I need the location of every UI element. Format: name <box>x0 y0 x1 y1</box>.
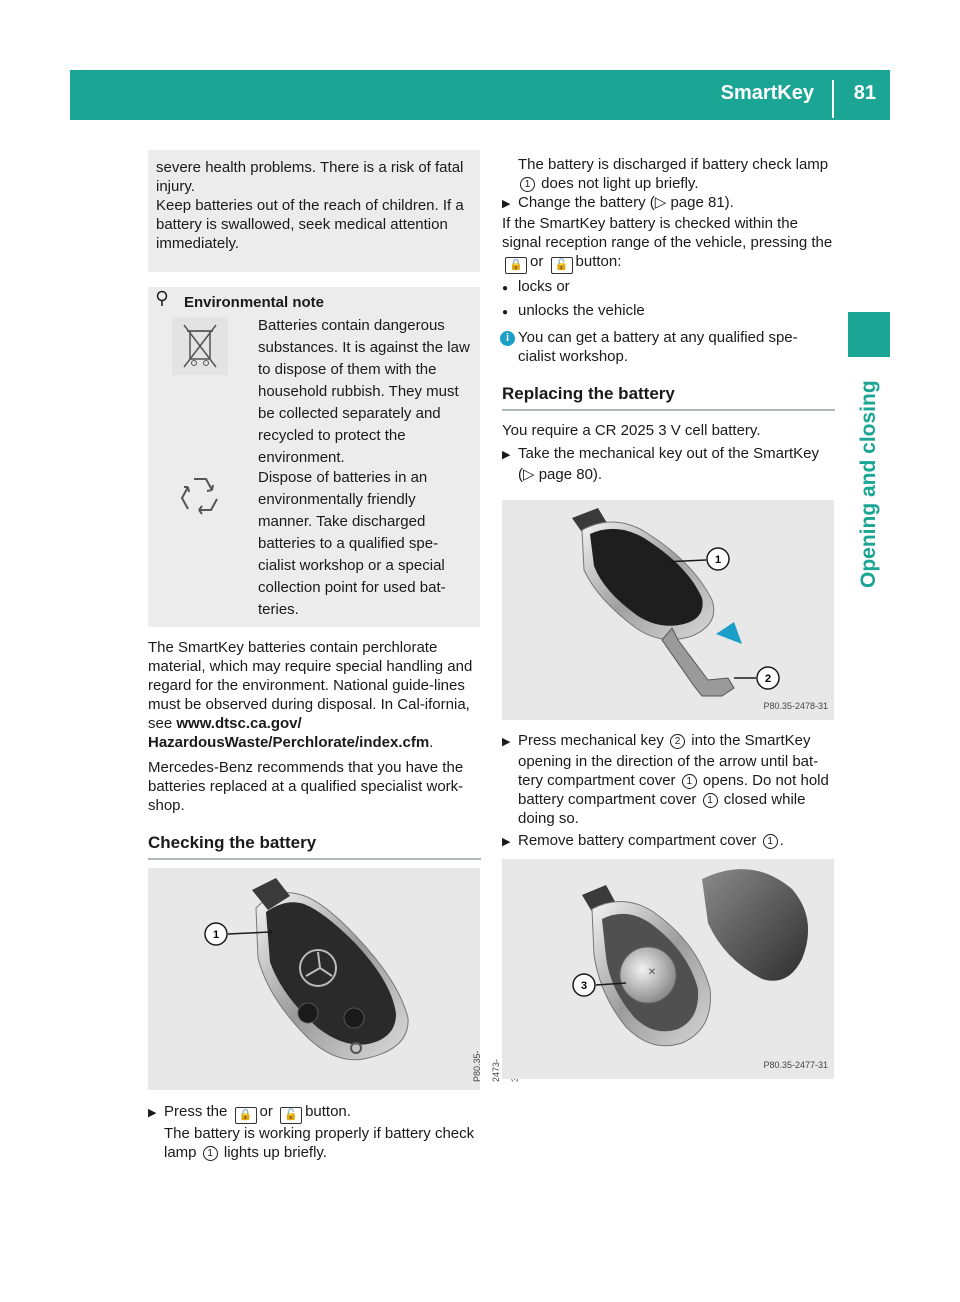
step-take-key <box>502 444 835 484</box>
figure-code: P80.35-2473-3 <box>472 1050 520 1082</box>
bullet-icon: ● <box>502 283 509 294</box>
replace-steps <box>502 731 835 852</box>
paragraph-text: or <box>530 253 544 270</box>
step-arrow-icon: ▶ <box>148 1107 157 1119</box>
perchlorate-paragraph <box>148 638 481 752</box>
info-text: You can get a battery at any qualified spe-cialist workshop. <box>518 329 798 365</box>
step-text: closed while doing so. <box>518 791 806 827</box>
warning-text: severe health problems. There is a risk of fatal injury. <box>156 159 464 195</box>
crossed-bin-icon <box>172 317 228 375</box>
list-item <box>502 277 835 298</box>
step-arrow-icon: ▶ <box>502 736 511 748</box>
list-item-text: locks or <box>518 278 570 295</box>
header-bar <box>70 70 890 120</box>
smartkey-battery-check-figure <box>148 868 520 1090</box>
chapter-tab <box>848 312 890 357</box>
environment-note-box <box>148 287 480 627</box>
punctuation: . <box>429 734 434 751</box>
step-arrow-icon: ▶ <box>502 449 511 461</box>
step-arrow-icon: ▶ <box>502 836 511 848</box>
svg-text:✕: ✕ <box>647 967 657 978</box>
step-text: opens. Do not hold battery compartment cover <box>518 772 829 808</box>
callout-number: 1 <box>203 1146 218 1161</box>
warning-text: Keep batteries out of the reach of children. If a battery is swallowed, seek medical attention immediately. <box>156 197 464 252</box>
step-text: Press mechanical key <box>518 732 664 749</box>
lock-button-icon: 🔒 <box>235 1107 257 1124</box>
environment-note-text: Batteries contain dangerous substances. It is against the law to dispose of them with the household rubbish. They must be collected separately and recycled to protect the environment. <box>258 317 470 466</box>
section-divider <box>502 409 835 411</box>
lightbulb-icon <box>156 291 170 312</box>
step-text[interactable]: Change the battery (▷ page 81). <box>518 194 734 211</box>
replacing-section <box>502 384 835 411</box>
section-divider <box>148 858 481 860</box>
callout-1: 1 <box>212 929 220 941</box>
recycle-icon <box>172 469 228 527</box>
step-arrow-icon: ▶ <box>502 198 511 210</box>
battery-requirement: You require a CR 2025 3 V cell battery. <box>502 422 761 439</box>
step-change-battery <box>502 193 835 214</box>
callout-1: 1 <box>714 554 722 566</box>
page-title: SmartKey <box>720 82 814 104</box>
unlock-button-icon: 🔓 <box>280 1107 302 1124</box>
callout-2: 2 <box>764 673 772 685</box>
callout-number: 1 <box>520 177 535 192</box>
step-press-key <box>502 731 835 828</box>
environment-note-text: Dispose of batteries in an environmentally friendly manner. Take discharged batteries to a qualified spe-cialist workshop or a special collection point for used bat-teries. <box>258 469 446 618</box>
callout-number: 1 <box>763 834 778 849</box>
environment-note-heading <box>156 291 324 312</box>
info-note <box>502 328 835 366</box>
section-heading-replacing: Replacing the battery <box>502 384 675 403</box>
figure-code: P80.35-2478-31 <box>763 701 828 711</box>
battery-compartment-figure <box>502 859 834 1079</box>
mechanical-key-figure <box>502 500 834 720</box>
step-remove-cover <box>502 831 835 852</box>
step-text: or <box>259 1103 273 1120</box>
chapter-label: Opening and closing <box>857 380 880 588</box>
list-item-text: unlocks the vehicle <box>518 302 645 319</box>
page-number: 81 <box>853 82 876 104</box>
checking-section <box>148 833 481 860</box>
step-text: Remove battery compartment cover <box>518 832 757 849</box>
info-icon: i <box>500 331 515 346</box>
unlock-button-icon: 🔓 <box>551 257 573 274</box>
environment-note-title: Environmental note <box>184 294 325 311</box>
callout-3: 3 <box>580 980 588 992</box>
callout-number: 1 <box>682 774 697 789</box>
step-text: lights up briefly. <box>223 1144 327 1161</box>
punctuation: . <box>779 832 784 849</box>
warning-box <box>148 150 480 272</box>
section-heading-checking: Checking the battery <box>148 833 317 852</box>
list-item <box>502 301 835 322</box>
step-text: Take the mechanical key out of the SmartKey (▷ page 80). <box>518 445 819 483</box>
step-text: does not light up briefly. <box>541 175 699 192</box>
discharged-note <box>502 155 835 193</box>
signal-range-paragraph <box>502 214 835 274</box>
bullet-icon: ● <box>502 307 509 318</box>
callout-number: 1 <box>703 793 718 808</box>
paragraph-text: If the SmartKey battery is checked within the signal reception range of the vehicle, pressing the <box>502 215 833 251</box>
recommendation-paragraph: Mercedes-Benz recommends that you have the batteries replaced at a qualified specialist work-shop. <box>148 759 464 814</box>
perchlorate-link[interactable]: www.dtsc.ca.gov/ HazardousWaste/Perchlorate/index.cfm <box>148 715 430 751</box>
right-column <box>502 155 835 484</box>
perchlorate-text: The SmartKey batteries contain perchlorate material, which may require special handling and regard for the environment. National guide-lines must be observed during disposal. In Cal-ifornia, see <box>148 639 473 732</box>
step-text: Press the <box>164 1103 228 1120</box>
step-press-button <box>148 1102 481 1162</box>
step-text: The battery is working properly if battery check lamp <box>164 1125 475 1161</box>
left-column <box>148 638 481 860</box>
lock-button-icon: 🔒 <box>505 257 527 274</box>
paragraph-text: button: <box>575 253 622 270</box>
step-text: button. <box>305 1103 351 1120</box>
step-text: into the SmartKey opening in the direction of the arrow until bat-tery compartment cover <box>518 732 819 789</box>
step-text: The battery is discharged if battery check lamp <box>518 156 829 173</box>
header-divider <box>832 80 834 118</box>
check-steps <box>148 1102 481 1162</box>
callout-number: 2 <box>670 734 685 749</box>
figure-code: P80.35-2477-31 <box>763 1060 828 1070</box>
